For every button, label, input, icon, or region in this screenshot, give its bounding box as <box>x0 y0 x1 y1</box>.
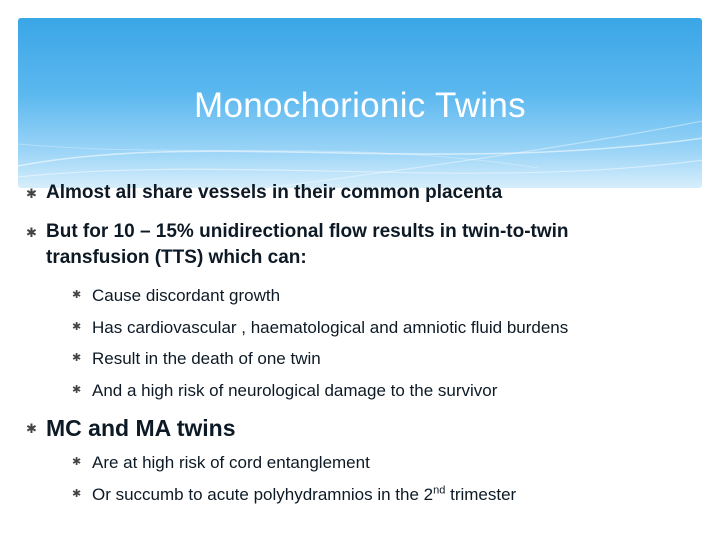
sub-bullet-text-part: Or succumb to acute polyhydramnios in the 2 <box>92 485 434 504</box>
list-item <box>26 219 706 271</box>
asterisk-icon: ✱ <box>72 321 82 333</box>
sub-bullet-text-part: trimester <box>445 485 517 504</box>
sub-list-item <box>72 348 321 370</box>
sub-bullet-text: Are at high risk of cord entanglement <box>92 453 370 472</box>
superscript-nd: nd <box>433 484 446 497</box>
sub-list-item <box>72 452 370 474</box>
sub-list-item <box>72 484 516 506</box>
sub-bullet-text: Has cardiovascular , haematological and amniotic fluid burdens <box>92 318 569 337</box>
asterisk-icon: ✱ <box>72 352 82 364</box>
sub-bullet-text: Cause discordant growth <box>92 286 281 305</box>
asterisk-icon: ✱ <box>72 289 82 301</box>
sub-bullet-text <box>92 484 516 506</box>
bullet-text <box>46 219 706 271</box>
bullet-text: Almost all share vessels in their common placenta <box>46 182 503 203</box>
asterisk-icon: ✱ <box>26 186 37 201</box>
sub-list-item <box>72 317 568 339</box>
asterisk-icon: ✱ <box>72 488 82 500</box>
asterisk-icon: ✱ <box>72 456 82 468</box>
asterisk-icon: ✱ <box>72 384 82 396</box>
list-item <box>26 414 236 442</box>
list-item <box>26 180 706 206</box>
asterisk-icon: ✱ <box>26 421 37 436</box>
sub-list-item <box>72 380 497 402</box>
bullet-text-line: transfusion (TTS) which can: <box>46 247 307 268</box>
bullet-text: MC and MA twins <box>46 415 236 441</box>
sub-bullet-text: And a high risk of neurological damage to the survivor <box>92 381 498 400</box>
sub-bullet-text: Result in the death of one twin <box>92 349 321 368</box>
sub-list-item <box>72 285 280 307</box>
asterisk-icon: ✱ <box>26 225 37 240</box>
page-title: Monochorionic Twins <box>194 86 526 125</box>
bullet-text-line: But for 10 – 15% unidirectional flow results in twin-to-twin <box>46 221 569 242</box>
